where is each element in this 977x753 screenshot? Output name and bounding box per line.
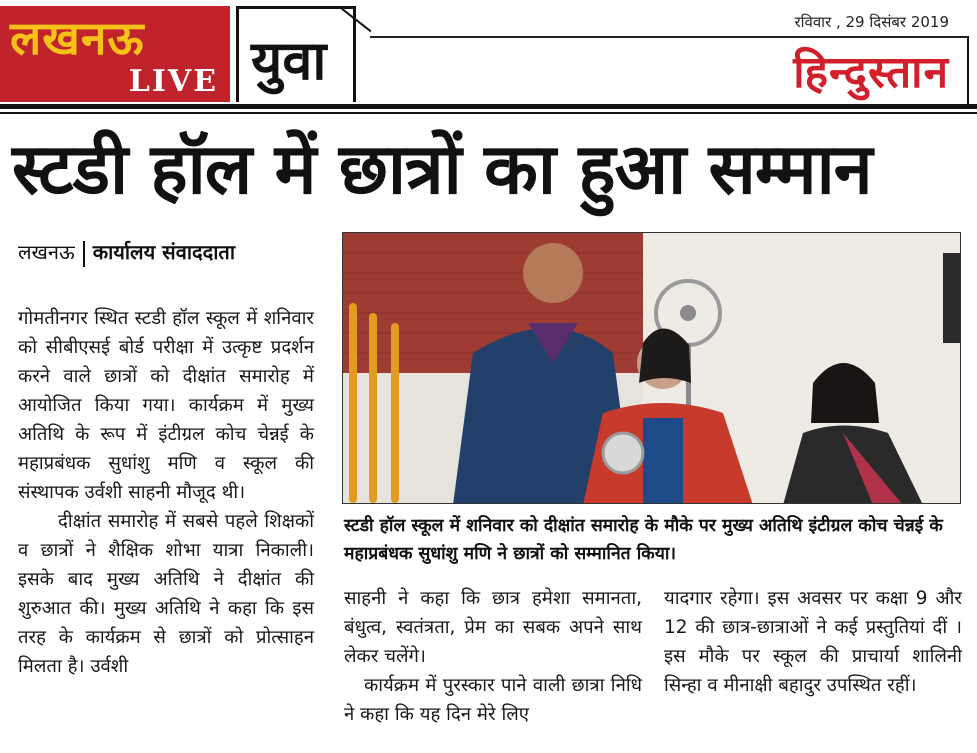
section-live-label: LIVE xyxy=(128,64,218,99)
byline xyxy=(18,238,235,267)
supplement-tab xyxy=(236,6,356,102)
article-paragraph: कार्यक्रम में पुरस्कार पाने वाली छात्रा निधि ने कहा कि यह दिन मेरे लिए xyxy=(344,675,642,725)
issue-date: रविवार , 29 दिसंबर 2019 xyxy=(794,13,949,31)
article-paragraph: गोमतीनगर स्थित स्टडी हॉल स्कूल में शनिवार को सीबीएसई बोर्ड परीक्षा में उत्कृष्ट प्रदर्शन करने वाले छात्रों को दीक्षांत समारोह में आयोजित किया गया। कार्यक्रम में मुख्य अतिथि के रूप में इंटीग्रल कोच चेन्नई के महाप्रबंधक सुधांशु मणि व स्कूल की संस्थापक उर्वशी साहनी मौजूद थी। xyxy=(18,308,314,503)
newspaper-logo: हिन्दुस्तान xyxy=(793,47,949,98)
supplement-title: युवा xyxy=(251,29,327,92)
article-headline: स्टडी हॉल में छात्रों का हुआ सम्मान xyxy=(12,128,872,210)
header-rule xyxy=(0,104,977,109)
byline-source: कार्यालय संवाददाता xyxy=(92,240,235,264)
byline-place: लखनऊ xyxy=(18,240,75,264)
ceremony-photo-illustration xyxy=(343,233,961,504)
section-title: लखनऊ xyxy=(10,11,145,65)
article-paragraph: दीक्षांत समारोह में सबसे पहले शिक्षकों व छात्रों ने शैक्षिक शोभा यात्रा निकाली। इसके बाद मुख्य अतिथि ने दीक्षांत की शुरुआत की। मुख्य अतिथि ने कहा कि इस तरह के कार्यक्रम से छात्रों को प्रोत्साहन मिलता है। उर्वशी xyxy=(18,511,314,677)
header-rule xyxy=(0,112,977,114)
section-banner xyxy=(0,6,230,102)
article-paragraph: यादगार रहेगा। इस अवसर पर कक्षा 9 और 12 की छात्र-छात्राओं ने कई प्रस्तुतियां दीं । इस मौके पर स्कूल की प्राचार्या शालिनी सिन्हा व मीनाक्षी बहादुर उपस्थित रहीं। xyxy=(664,588,962,696)
byline-separator xyxy=(83,241,85,267)
header-divider xyxy=(370,36,967,38)
photo-caption: स्टडी हॉल स्कूल में शनिवार को दीक्षांत समारोह के मौके पर मुख्य अतिथि इंटीग्रल कोच चेन्नई के महाप्रबंधक सुधांशु मणि ने छात्रों को सम्मानित किया। xyxy=(344,516,943,564)
article-column-2 xyxy=(344,584,642,729)
news-photo xyxy=(342,232,961,504)
article-column-1 xyxy=(18,304,314,681)
header-divider xyxy=(967,36,969,106)
article-column-3 xyxy=(664,584,962,700)
article-paragraph: साहनी ने कहा कि छात्र हमेशा समानता, बंधुत्व, स्वतंत्रता, प्रेम का सबक अपने साथ लेकर चलेंगे। xyxy=(344,588,642,667)
